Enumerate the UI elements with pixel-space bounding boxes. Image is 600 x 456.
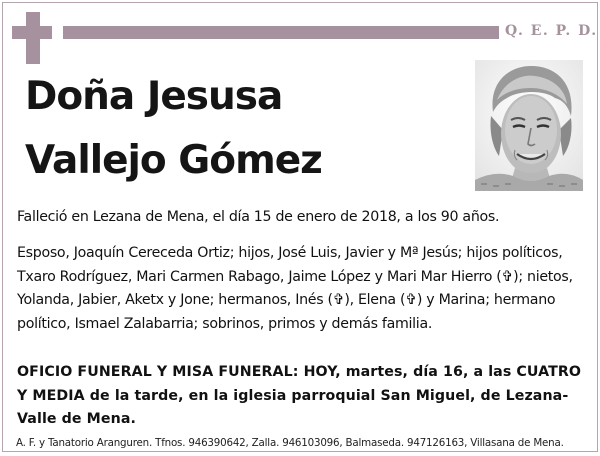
obituary-notice bbox=[2, 2, 598, 452]
deceased-portrait-photo bbox=[475, 60, 583, 191]
funeral-home-contact: A. F. y Tanatorio Aranguren. Tfnos. 946390642, Zalla. 946103096, Balmaseda. 947126163, Villasana de Mena. bbox=[16, 437, 564, 449]
cross-icon-horizontal bbox=[12, 26, 52, 39]
deceased-name-line-1: Doña Jesusa bbox=[25, 74, 283, 119]
header-bar bbox=[63, 26, 499, 39]
qepd-label: Q. E. P. D. bbox=[505, 23, 598, 39]
deceased-name-line-2: Vallejo Gómez bbox=[25, 138, 322, 183]
funeral-details: OFICIO FUNERAL Y MISA FUNERAL: HOY, martes, día 16, a las CUATRO Y MEDIA de la tarde, en la iglesia parroquial San Miguel, de Lezana-Valle de Mena. bbox=[17, 364, 582, 427]
death-announcement: Falleció en Lezana de Mena, el día 15 de enero de 2018, a los 90 años. bbox=[17, 209, 500, 225]
portrait-photo-image bbox=[475, 60, 583, 191]
relatives-list: Esposo, Joaquín Cereceda Ortiz; hijos, José Luis, Javier y Mª Jesús; hijos políticos, Txaro Rodríguez, Mari Carmen Rabago, Jaime López y Mari Mar Hierro (✞); nietos, Yolanda, Jabier, Aketx y Jone; hermanos, Inés (✞), Elena (✞) y Marina; hermano político, Ismael Zalabarria; sobrinos, primos y demás familia. bbox=[17, 245, 573, 332]
